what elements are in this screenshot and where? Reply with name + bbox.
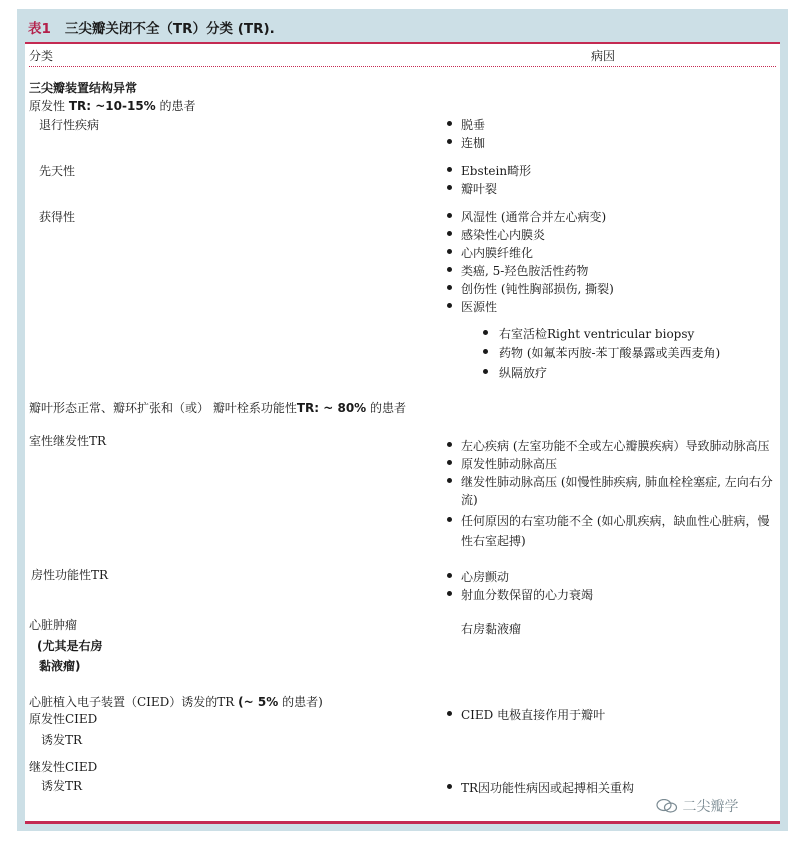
section-structural-heading: 三尖瓣装置结构异常 — [29, 81, 138, 95]
iatrogenic-cause: 药物 (如氟苯丙胺-苯丁酸暴露或美西麦角) — [483, 344, 720, 361]
functional-heading-percent: TR: ~ 80% — [296, 401, 367, 415]
primary-tr-suffix: 的患者 — [155, 99, 196, 113]
acquired-label: 获得性 — [39, 210, 76, 224]
degenerative-label: 退行性疾病 — [39, 118, 100, 132]
congenital-cause: 瓣叶裂 — [447, 180, 497, 197]
header-divider — [29, 66, 776, 67]
acquired-cause: 风湿性 (通常合并左心病变) — [447, 208, 606, 225]
atrial-cause: 射血分数保留的心力衰竭 — [447, 586, 593, 603]
acquired-cause: 类癌, 5-羟色胺活性药物 — [447, 262, 588, 279]
primary-tr-row — [29, 97, 196, 114]
classification-table — [25, 42, 780, 824]
atrial-cause: 心房颤动 — [447, 568, 509, 585]
table-title — [28, 17, 275, 37]
header-cause: 病因 — [591, 49, 616, 63]
table-panel — [17, 9, 788, 831]
secondary-cied-label: 继发性CIED — [29, 760, 98, 774]
ventricular-cause: 继发性肺动脉高压 (如慢性肺疾病, 肺血栓栓塞症, 左向右分 — [447, 473, 773, 490]
tumor-label: 心脏肿瘤 — [29, 618, 78, 632]
acquired-cause: 创伤性 (钝性胸部损伤, 撕裂) — [447, 280, 614, 297]
secondary-cied-cause: TR因功能性病因或起搏相关重构 — [447, 779, 634, 796]
primary-cied-sub: 诱发TR — [41, 733, 83, 747]
wechat-icon — [656, 799, 678, 813]
iatrogenic-cause: 右室活检Right ventricular biopsy — [483, 325, 694, 342]
tumor-cause: 右房黏液瘤 — [461, 622, 522, 636]
primary-cied-cause: CIED 电极直接作用于瓣叶 — [447, 706, 605, 723]
acquired-cause: 医源性 — [447, 298, 497, 315]
table-title-text: 三尖瓣关闭不全（TR）分类 (TR). — [64, 21, 275, 37]
congenital-cause: Ebstein畸形 — [447, 162, 531, 179]
iatrogenic-cause: 纵隔放疗 — [483, 364, 547, 381]
primary-tr-prefix: 原发性 — [29, 99, 69, 113]
cied-heading-percent: (~ 5% — [238, 695, 279, 709]
table-label: 表1 — [28, 21, 51, 37]
ventricular-cause: 原发性肺动脉高压 — [447, 455, 557, 472]
tumor-note: (尤其是右房 — [37, 639, 103, 653]
primary-tr-percent: TR: ~10-15% — [68, 99, 156, 113]
ventricular-cause-cont: 流) — [461, 493, 478, 507]
degenerative-cause: 连枷 — [447, 134, 485, 151]
degenerative-cause: 脱垂 — [447, 116, 485, 133]
congenital-label: 先天性 — [39, 164, 76, 178]
section-cied-heading — [29, 693, 323, 710]
ventricular-cause: 左心疾病 (左室功能不全或左心瓣膜疾病）导致肺动脉高压 — [447, 437, 770, 454]
header-category: 分类 — [29, 49, 54, 63]
acquired-cause: 心内膜纤维化 — [447, 244, 533, 261]
section-functional-heading — [29, 399, 406, 416]
functional-heading-prefix: 瓣叶形态正常、瓣环扩张和（或） 瓣叶栓系功能性 — [29, 401, 297, 415]
atrial-label: 房性功能性TR — [31, 568, 109, 582]
ventricular-cause: 任何原因的右室功能不全 (如心肌疾病，缺血性心脏病，慢 — [447, 512, 770, 529]
tumor-note: 黏液瘤) — [39, 659, 81, 673]
primary-cied-label: 原发性CIED — [29, 712, 98, 726]
watermark — [656, 796, 738, 816]
functional-heading-suffix: 的患者 — [366, 401, 407, 415]
cied-heading-prefix: 心脏植入电子装置（CIED）诱发的TR — [29, 695, 239, 709]
ventricular-cause-cont: 性右室起搏) — [461, 534, 526, 548]
ventricular-label: 室性继发性TR — [29, 434, 107, 448]
acquired-cause: 感染性心内膜炎 — [447, 226, 545, 243]
watermark-text: 二尖瓣学 — [682, 799, 739, 815]
secondary-cied-sub: 诱发TR — [41, 779, 83, 793]
cied-heading-suffix: 的患者) — [278, 695, 323, 709]
